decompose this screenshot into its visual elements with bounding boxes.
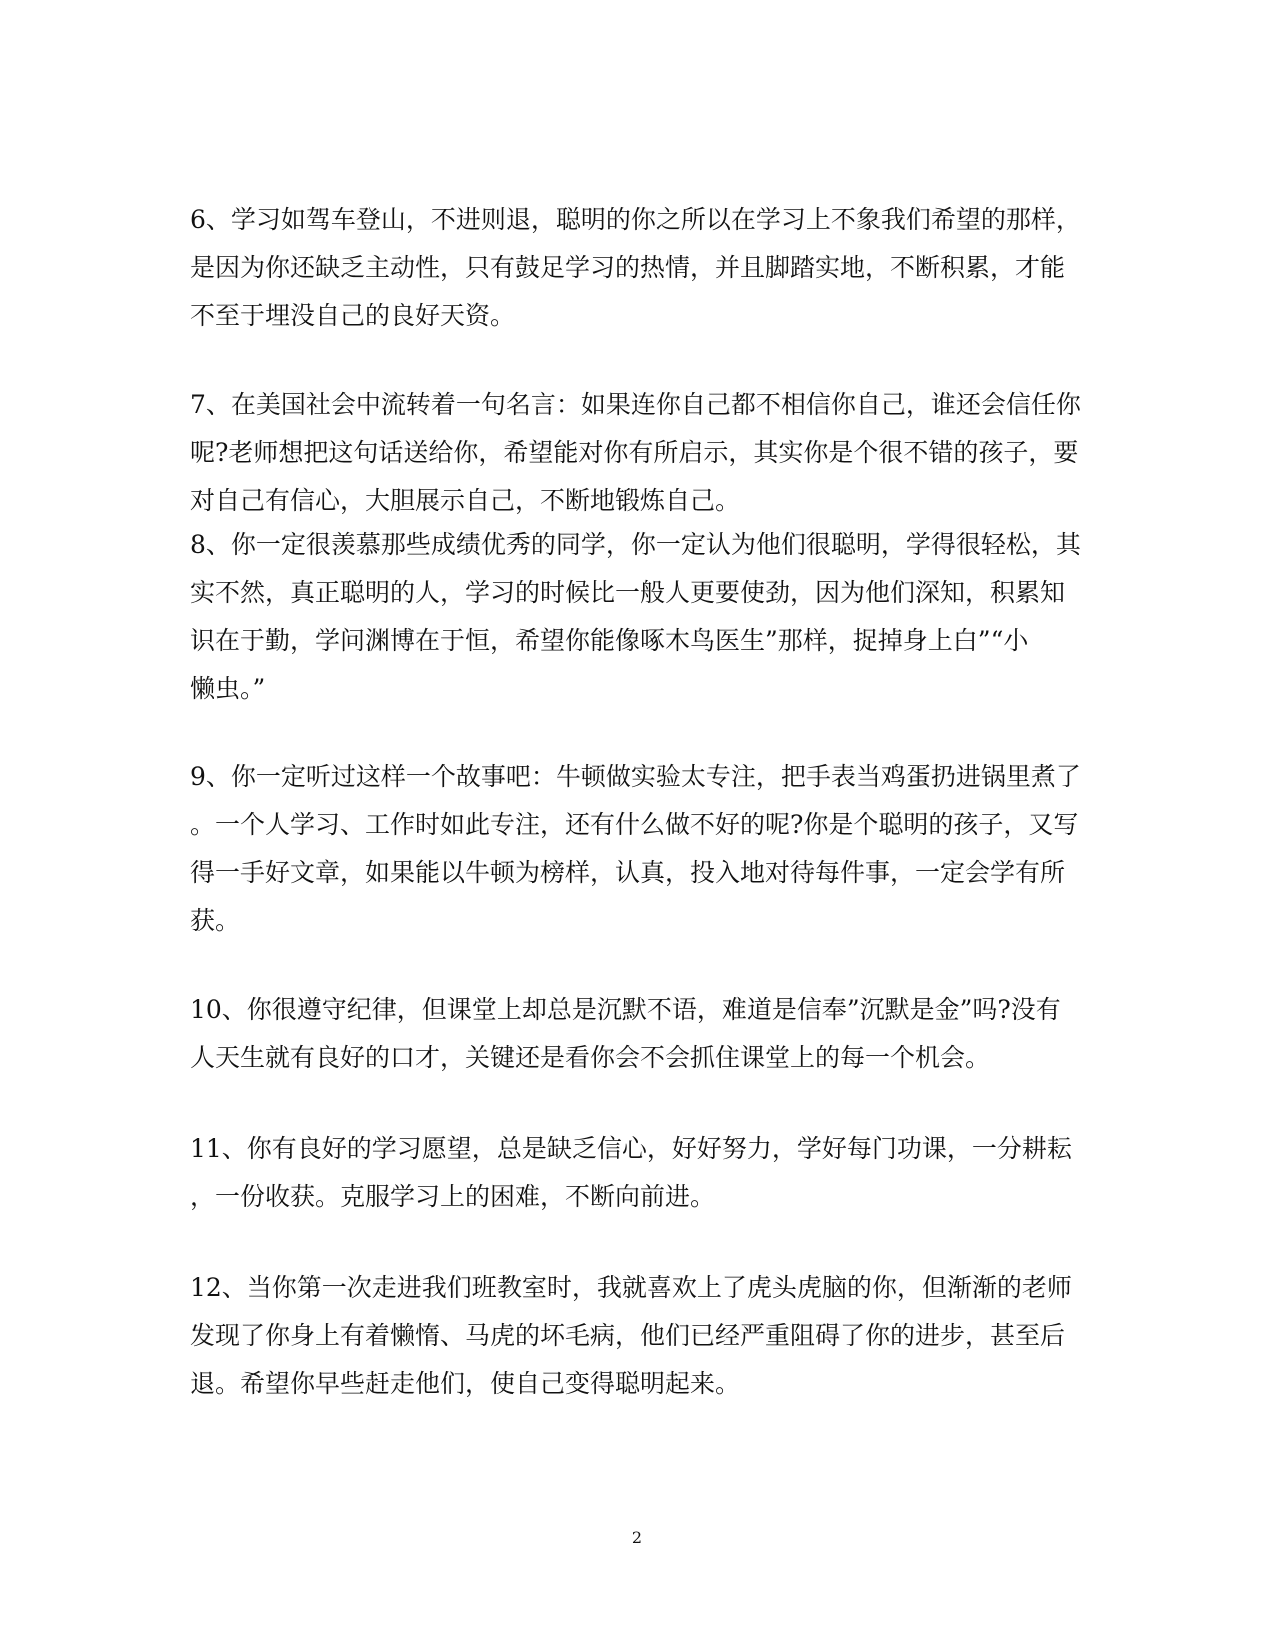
paragraph-line: 6、学习如驾车登山，不进则退，聪明的你之所以在学习上不象我们希望的那样， <box>190 205 1081 234</box>
paragraph-line: 人天生就有良好的口才，关键还是看你会不会抓住课堂上的每一个机会。 <box>190 1043 991 1072</box>
paragraph-line: 懒虫。” <box>190 674 266 703</box>
paragraph-line: 实不然，真正聪明的人，学习的时候比一般人更要使劲，因为他们深知，积累知 <box>190 578 1066 607</box>
paragraph-6 <box>190 196 1080 340</box>
paragraph-line: 对自己有信心，大胆展示自己，不断地锻炼自己。 <box>190 486 741 515</box>
paragraph-12 <box>190 1264 1080 1408</box>
paragraph-line: 呢?老师想把这句话送给你，希望能对你有所启示，其实你是个很不错的孩子，要 <box>190 438 1079 467</box>
paragraph-line: 识在于勤，学问渊博在于恒，希望你能像啄木鸟医生”那样，捉掉身上白”“小 <box>190 626 1029 655</box>
paragraph-8 <box>190 521 1080 713</box>
paragraph-line: 7、在美国社会中流转着一句名言：如果连你自己都不相信你自己，谁还会信任你 <box>190 390 1081 419</box>
paragraph-line: 11、你有良好的学习愿望，总是缺乏信心，好好努力，学好每门功课，一分耕耘 <box>190 1134 1072 1163</box>
paragraph-line: 8、你一定很羡慕那些成绩优秀的同学，你一定认为他们很聪明，学得很轻松，其 <box>190 530 1081 559</box>
paragraph-line: 获。 <box>190 906 241 935</box>
paragraph-line: ，一份收获。克服学习上的困难，不断向前进。 <box>190 1182 716 1211</box>
paragraph-7 <box>190 381 1080 525</box>
paragraph-line: 12、当你第一次走进我们班教室时，我就喜欢上了虎头虎脑的你，但渐渐的老师 <box>190 1273 1072 1302</box>
paragraph-line: 发现了你身上有着懒惰、马虎的坏毛病，他们已经严重阻碍了你的进步，甚至后 <box>190 1321 1066 1350</box>
page-number: 2 <box>631 1528 643 1547</box>
paragraph-line: 不至于埋没自己的良好天资。 <box>190 301 516 330</box>
paragraph-line: 。一个人学习、工作时如此专注，还有什么做不好的呢?你是个聪明的孩子，又写 <box>190 810 1079 839</box>
paragraph-line: 退。希望你早些赶走他们，使自己变得聪明起来。 <box>190 1369 741 1398</box>
paragraph-11 <box>190 1125 1080 1221</box>
paragraph-line: 10、你很遵守纪律，但课堂上却总是沉默不语，难道是信奉”沉默是金”吗?没有 <box>190 995 1061 1024</box>
paragraph-line: 得一手好文章，如果能以牛顿为榜样，认真，投入地对待每件事，一定会学有所 <box>190 858 1066 887</box>
paragraph-9 <box>190 753 1080 945</box>
paragraph-10 <box>190 986 1080 1082</box>
paragraph-line: 9、你一定听过这样一个故事吧：牛顿做实验太专注，把手表当鸡蛋扔进锅里煮了 <box>190 762 1081 791</box>
paragraph-line: 是因为你还缺乏主动性，只有鼓足学习的热情，并且脚踏实地，不断积累，才能 <box>190 253 1066 282</box>
